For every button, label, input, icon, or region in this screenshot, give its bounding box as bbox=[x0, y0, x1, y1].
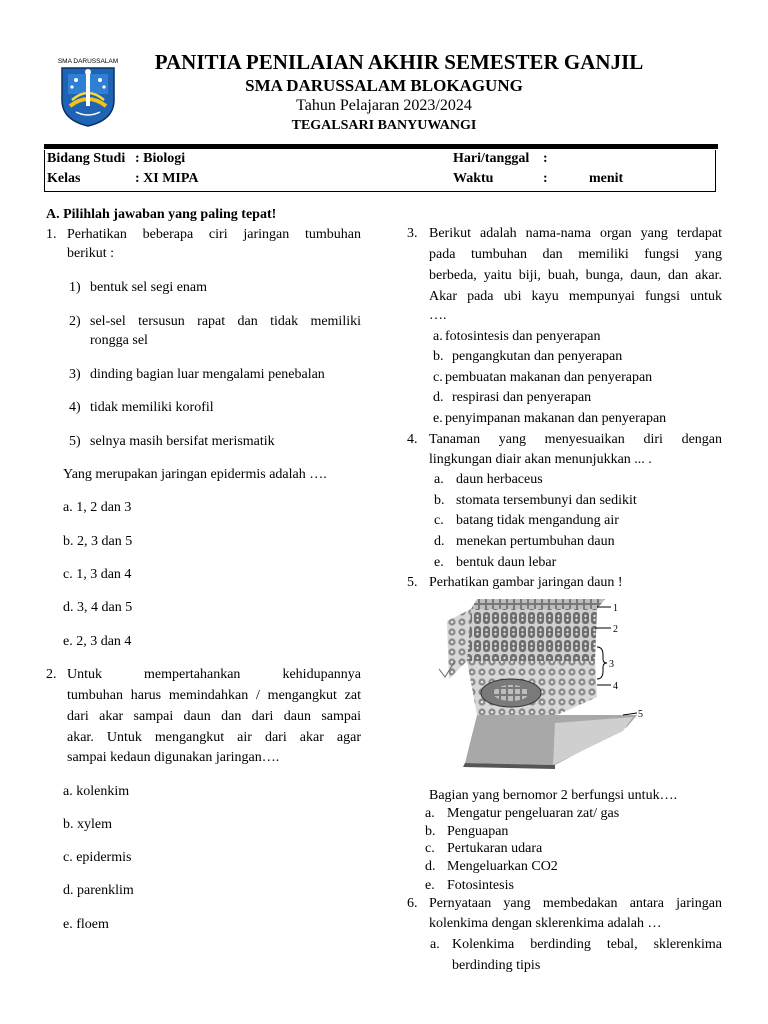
date-label: Hari/tanggal bbox=[453, 151, 530, 166]
q6-line: Pernyataan yang membedakan antara jaringan bbox=[429, 896, 722, 911]
q4-option-b: stomata tersembunyi dan sedikit bbox=[456, 493, 637, 508]
q1-item-text: bentuk sel segi enam bbox=[90, 280, 208, 295]
q3-option-letter: e. bbox=[433, 411, 443, 426]
q2-option-d: d. parenklim bbox=[63, 883, 134, 898]
q4-option-letter: c. bbox=[434, 513, 444, 528]
q4-option-e: bentuk daun lebar bbox=[456, 555, 557, 570]
q2-line: tumbuhan harus memindahkan / mengangkut zat bbox=[67, 688, 361, 703]
q1-item-number: 1) bbox=[69, 280, 81, 295]
q6-number: 6. bbox=[407, 896, 418, 911]
q5-option-d: Mengeluarkan CO2 bbox=[447, 859, 558, 874]
q5-option-letter: c. bbox=[425, 841, 435, 856]
q5-option-letter: b. bbox=[425, 824, 436, 839]
q3-option-d: respirasi dan penyerapan bbox=[452, 390, 592, 405]
q2-option-c: c. epidermis bbox=[63, 850, 132, 865]
time-unit: menit bbox=[589, 171, 624, 186]
class-value: : XI MIPA bbox=[135, 171, 199, 186]
q4-option-letter: a. bbox=[434, 472, 444, 487]
q3-number: 3. bbox=[407, 226, 418, 241]
q3-option-letter: d. bbox=[433, 390, 444, 405]
q6-option-a: Kolenkima berdinding tebal, sklerenkima bbox=[452, 937, 722, 952]
q1-option-c: c. 1, 3 dan 4 bbox=[63, 567, 132, 582]
q2-option-b: b. xylem bbox=[63, 817, 112, 832]
q4-option-c: batang tidak mengandung air bbox=[456, 513, 619, 528]
q3-option-c: pembuatan makanan dan penyerapan bbox=[445, 370, 653, 385]
school-year: Tahun Pelajaran 2023/2024 bbox=[296, 97, 472, 114]
exam-info-box bbox=[44, 150, 716, 192]
school-name: SMA DARUSSALAM BLOKAGUNG bbox=[245, 76, 523, 95]
q1-item-text: sel-sel tersusun rapat dan tidak memiliki bbox=[90, 314, 361, 329]
time-label: Waktu bbox=[453, 171, 494, 186]
q3-line: …. bbox=[429, 308, 447, 323]
q5-option-b: Penguapan bbox=[447, 824, 509, 839]
q1-option-d: d. 3, 4 dan 5 bbox=[63, 600, 133, 615]
q3-option-b: pengangkutan dan penyerapan bbox=[452, 349, 623, 364]
leaf-tissue-diagram bbox=[437, 597, 647, 775]
school-location: TEGALSARI BANYUWANGI bbox=[291, 118, 477, 133]
q5-stem: Perhatikan gambar jaringan daun ! bbox=[429, 575, 623, 590]
exam-panel-title: PANITIA PENILAIAN AKHIR SEMESTER GANJIL bbox=[154, 50, 644, 74]
q1-option-e: e. 2, 3 dan 4 bbox=[63, 634, 132, 649]
q4-option-d: menekan pertumbuhan daun bbox=[456, 534, 615, 549]
q3-option-a: fotosintesis dan penyerapan bbox=[445, 329, 601, 344]
q2-line: dari akar sampai daun dan dari daun sampai bbox=[67, 709, 361, 724]
diagram-label: 5 bbox=[638, 709, 643, 720]
section-a-title: A. Pilihlah jawaban yang paling tepat! bbox=[46, 207, 277, 222]
header-divider bbox=[44, 144, 718, 149]
logo-text: SMA DARUSSALAM bbox=[58, 58, 118, 65]
q3-option-letter: c. bbox=[433, 370, 443, 385]
q5-option-e: Fotosintesis bbox=[447, 878, 514, 893]
class-label: Kelas bbox=[47, 171, 81, 186]
q1-number: 1. bbox=[46, 227, 57, 242]
q1-item-text: tidak memiliki korofil bbox=[90, 400, 214, 415]
q3-line: Berikut adalah nama-nama organ yang terdapat bbox=[429, 226, 722, 241]
q2-option-a: a. kolenkim bbox=[63, 784, 130, 799]
diagram-label: 2 bbox=[613, 624, 618, 635]
q3-line: pada tumbuhan dan memiliki fungsi yang bbox=[429, 247, 722, 262]
date-value: : bbox=[543, 151, 548, 166]
q4-option-letter: b. bbox=[434, 493, 445, 508]
q1-question: Yang merupakan jaringan epidermis adalah …. bbox=[63, 467, 327, 482]
q6-line: kolenkima dengan sklerenkima adalah … bbox=[429, 916, 662, 931]
q1-stem-line1: Perhatikan beberapa ciri jaringan tumbuhan bbox=[67, 227, 361, 242]
q1-stem-line2: berikut : bbox=[67, 246, 115, 261]
q4-option-a: daun herbaceus bbox=[456, 472, 543, 487]
q2-line: akar. Untuk mengangkut air dari akar agar bbox=[67, 730, 361, 745]
q1-item-text-cont: rongga sel bbox=[90, 333, 148, 348]
q1-item-number: 4) bbox=[69, 400, 81, 415]
q1-item-number: 3) bbox=[69, 367, 81, 382]
q3-option-letter: b. bbox=[433, 349, 444, 364]
q1-item-text: selnya masih bersifat merismatik bbox=[90, 434, 275, 449]
q4-option-letter: d. bbox=[434, 534, 445, 549]
q3-line: berbeda, yaitu biji, buah, bunga, daun, dan akar. bbox=[429, 268, 722, 283]
q5-question: Bagian yang bernomor 2 berfungsi untuk…. bbox=[429, 788, 678, 803]
q5-option-letter: d. bbox=[425, 859, 436, 874]
q3-option-letter: a. bbox=[433, 329, 443, 344]
q6-option-a-cont: berdinding tipis bbox=[452, 958, 541, 973]
q3-option-e: penyimpanan makanan dan penyerapan bbox=[445, 411, 667, 426]
diagram-label: 3 bbox=[609, 659, 614, 670]
q6-option-letter: a. bbox=[430, 937, 440, 952]
q2-option-e: e. floem bbox=[63, 917, 109, 932]
q2-number: 2. bbox=[46, 667, 57, 682]
q5-option-c: Pertukaran udara bbox=[447, 841, 543, 856]
subject-label: Bidang Studi bbox=[47, 151, 126, 166]
q5-number: 5. bbox=[407, 575, 418, 590]
diagram-label: 4 bbox=[613, 681, 618, 692]
q1-item-text: dinding bagian luar mengalami penebalan bbox=[90, 367, 325, 382]
q2-line: sampai kedaun digunakan jaringan…. bbox=[67, 750, 280, 765]
q1-item-number: 2) bbox=[69, 314, 81, 329]
q1-item-number: 5) bbox=[69, 434, 81, 449]
q1-option-a: a. 1, 2 dan 3 bbox=[63, 500, 132, 515]
q5-option-a: Mengatur pengeluaran zat/ gas bbox=[447, 806, 620, 821]
q1-option-b: b. 2, 3 dan 5 bbox=[63, 534, 133, 549]
diagram-label: 1 bbox=[613, 603, 618, 614]
subject-value: : Biologi bbox=[135, 151, 186, 166]
q4-line: lingkungan diair akan menunjukkan ... . bbox=[429, 452, 652, 467]
q5-option-letter: a. bbox=[425, 806, 435, 821]
time-value: : bbox=[543, 171, 548, 186]
q5-option-letter: e. bbox=[425, 878, 435, 893]
q4-line: Tanaman yang menyesuaikan diri dengan bbox=[429, 432, 722, 447]
q4-number: 4. bbox=[407, 432, 418, 447]
q3-line: Akar pada ubi kayu mempunyai fungsi untuk bbox=[429, 289, 722, 304]
q4-option-letter: e. bbox=[434, 555, 444, 570]
q2-line: Untuk mempertahankan kehidupannya bbox=[67, 667, 361, 682]
